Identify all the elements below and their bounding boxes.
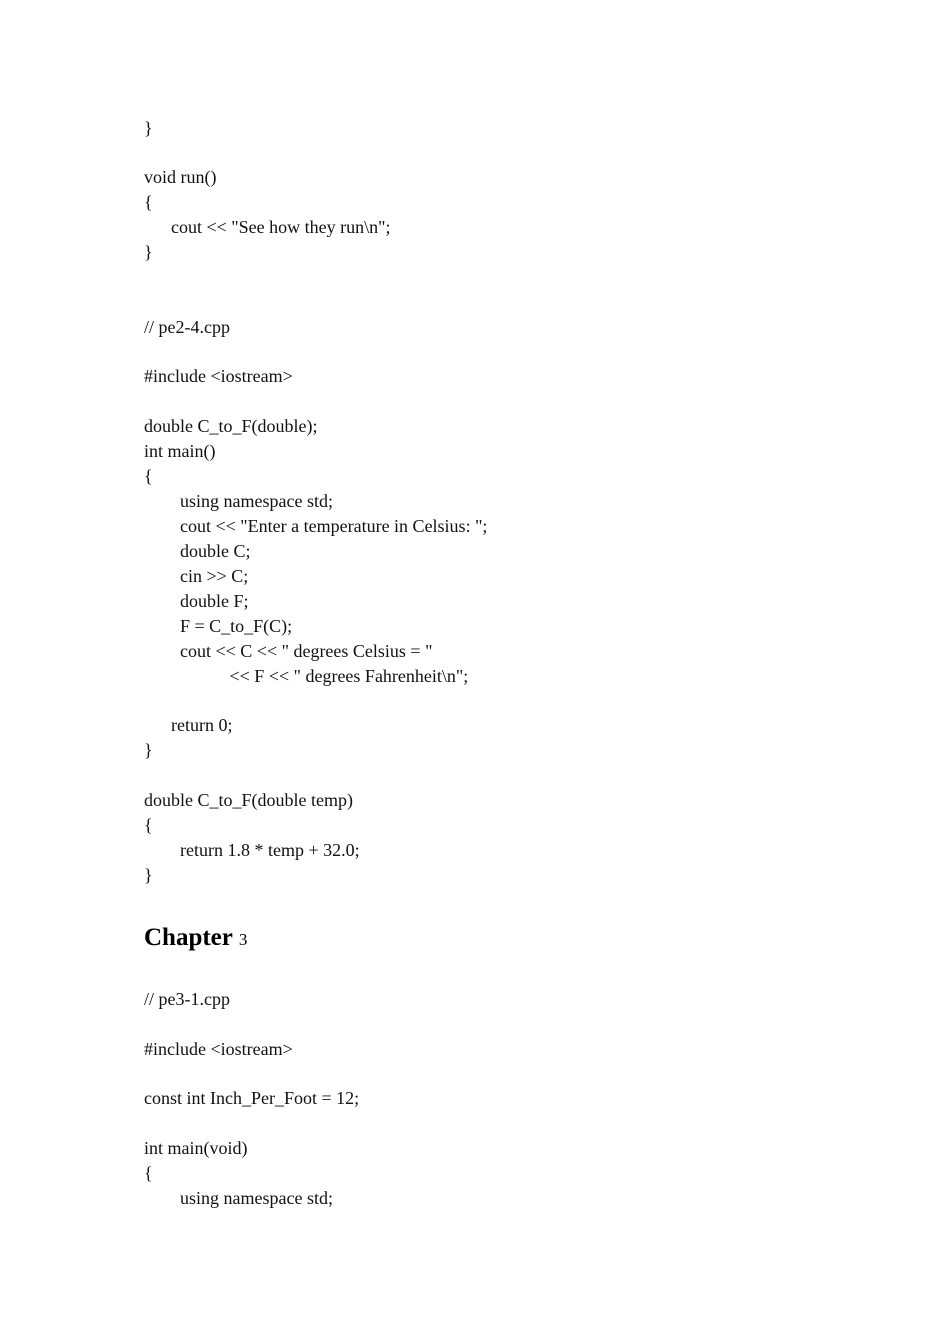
code-line: { <box>144 1163 153 1183</box>
chapter-heading-word: Chapter <box>144 924 233 951</box>
code-line: void run() <box>144 167 217 187</box>
chapter-heading-number: 3 <box>238 930 248 949</box>
code-line: const int Inch_Per_Foot = 12; <box>144 1088 360 1108</box>
code-line: } <box>144 740 153 760</box>
code-line: { <box>144 815 153 835</box>
chapter-heading <box>144 922 247 957</box>
code-line: double C_to_F(double); <box>144 416 318 436</box>
code-line: double C; <box>144 541 251 561</box>
code-comment: // pe3-1.cpp <box>144 989 230 1009</box>
code-line: F = C_to_F(C); <box>144 616 293 636</box>
code-line: int main(void) <box>144 1138 248 1158</box>
code-line: cout << C << " degrees Celsius = " <box>144 641 433 661</box>
code-line: } <box>144 865 153 885</box>
code-line: { <box>144 466 153 486</box>
code-line: return 0; <box>144 715 233 735</box>
code-line: return 1.8 * temp + 32.0; <box>144 840 360 860</box>
code-line: int main() <box>144 441 216 461</box>
code-line: cin >> C; <box>144 566 249 586</box>
code-line: { <box>144 192 153 212</box>
code-line: double C_to_F(double temp) <box>144 790 353 810</box>
code-comment: // pe2-4.cpp <box>144 317 230 337</box>
code-line: #include <iostream> <box>144 366 293 386</box>
code-line: << F << " degrees Fahrenheit\n"; <box>144 666 469 686</box>
code-line: double F; <box>144 591 249 611</box>
code-line: cout << "See how they run\n"; <box>144 217 391 237</box>
code-line: } <box>144 242 153 262</box>
code-line: using namespace std; <box>144 1188 333 1208</box>
code-line: using namespace std; <box>144 491 333 511</box>
code-line: cout << "Enter a temperature in Celsius: "; <box>144 516 488 536</box>
code-line: } <box>144 118 153 138</box>
code-line: #include <iostream> <box>144 1039 293 1059</box>
